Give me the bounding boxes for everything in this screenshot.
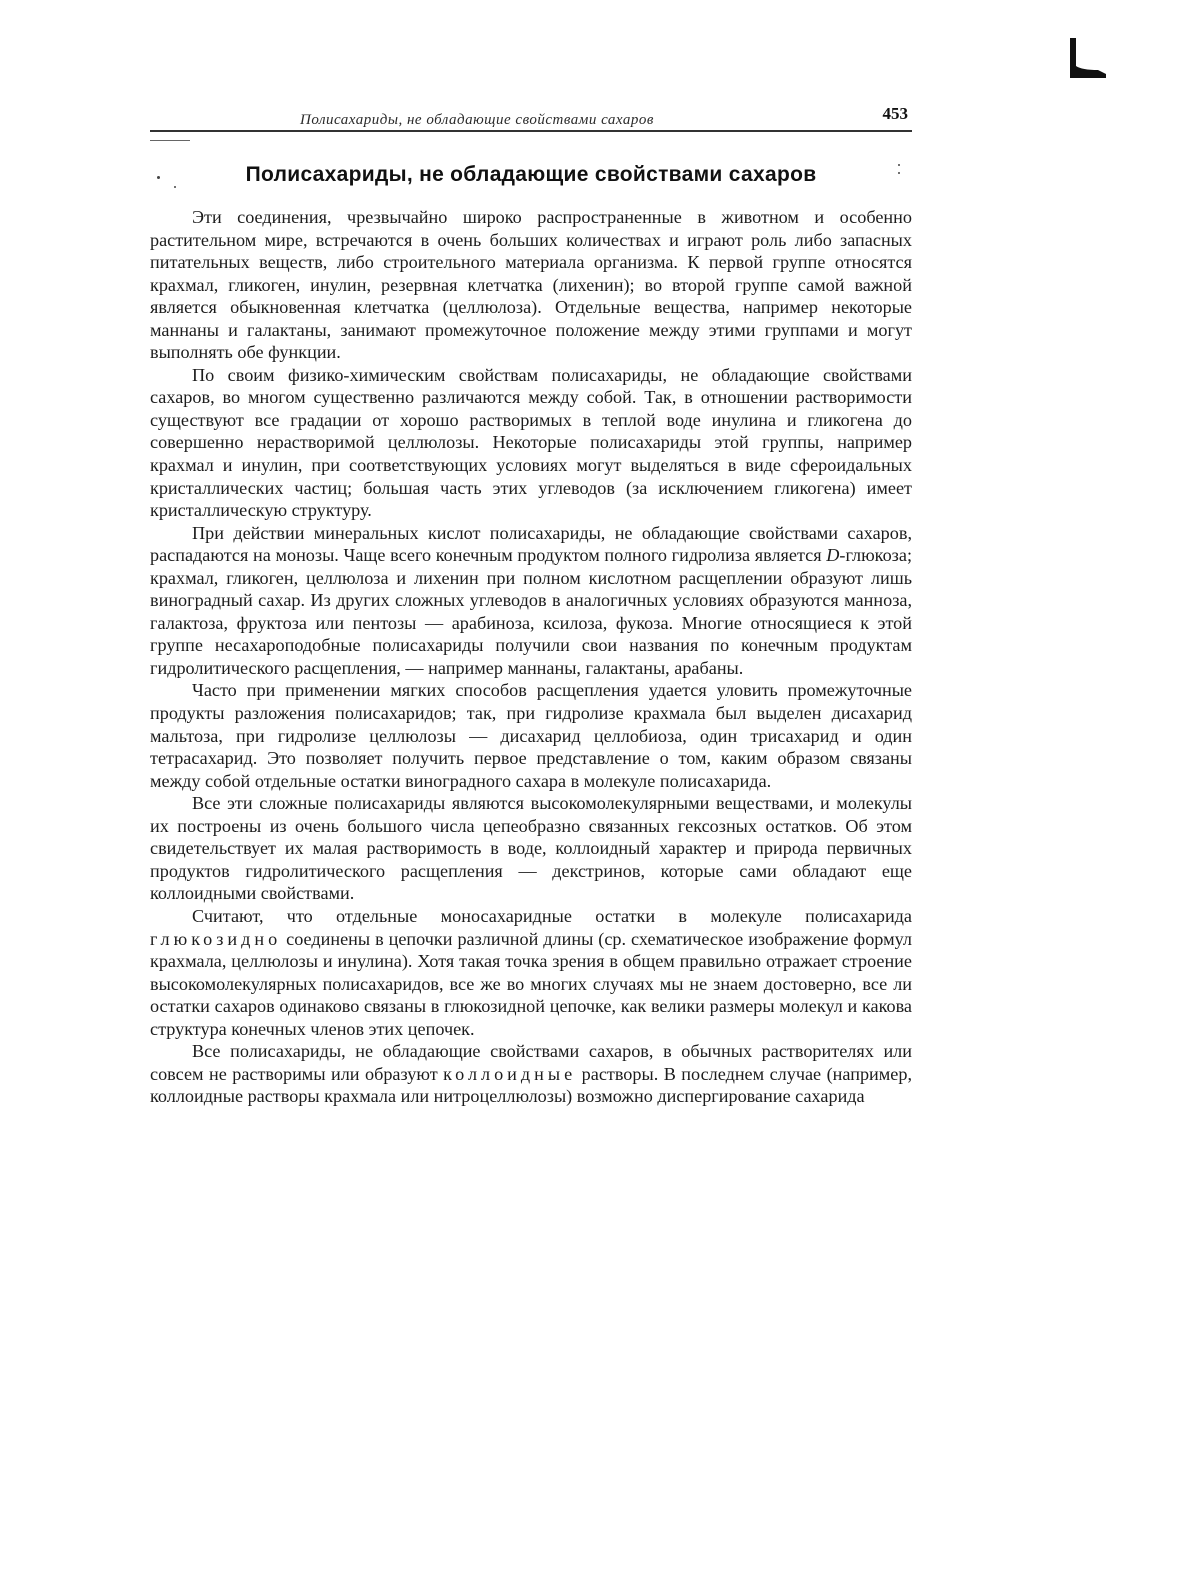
paragraph-3 [150, 522, 912, 680]
paragraph-2: По своим физико-химическим свойствам полисахариды, не обладающие свойствами сахаров, во многом существенно различаются между собой. Так, в отношении растворимости существуют все градации от хорошо растворимых в теплой воде инулина и гликогена до совершенно нерастворимой целлюлозы. Некоторые полисахариды этой группы, например крахмал и инулин, при соответствующих условиях могут выделяться в виде сфероидальных кристаллических частиц; большая часть этих углеводов (за исключением гликогена) имеет кристаллическую структуру. [150, 364, 912, 521]
paragraph-1: Эти соединения, чрезвычайно широко распространенные в животном и особенно растительном мире, встречаются в очень больших количествах и играют роль либо запасных питательных веществ, либо строительного материала организма. К первой группе относятся крахмал, гликоген, инулин, резервная клетчатка (лихенин); во второй группе самой важной является обыкновенная клетчатка (целлюлоза). Отдельные вещества, например некоторые маннаны и галактаны, занимают промежуточное положение между этими группами и могут выполнять обе функции. [150, 207, 912, 363]
paragraph-6-part-2: соединены в цепочки различной длины (ср. схематическое изображение формул крахмала, целлюлозы и инулина). Хотя такая точка зрения в общем правильно отражает строение высокомолекулярных полисахаридов, все же во многих случаях мы не знаем достоверно, все ли остатки сахаров одинаково связаны в глюкозидной цепочке, как велики размеры молекул и какова структура конечных членов этих цепочек. [150, 928, 912, 1039]
paragraph-3-part-2: -глюкоза; крахмал, гликоген, целлюлоза и лихенин при полном кислотном расщеплении образуют лишь виноградный сахар. Из других сложных углеводов в аналогичных условиях образуются манноза, галактоза, фруктоза или пентозы — арабиноза, ксилоза, фукоза. Многие относящиеся к этой группе несахароподобные полисахариды получили свои названия по конечным продуктам гидролитического расщепления, — например маннаны, галактаны, арабаны. [150, 545, 912, 678]
paragraph-6-part-1: Считают, что отдельные моносахаридные остатки в молекуле полисахарида [192, 905, 912, 926]
section-title: Полисахариды, не обладающие свойствами сахаров [245, 163, 817, 186]
running-head [150, 104, 912, 144]
header-rule [150, 130, 912, 132]
paragraph-6 [150, 905, 912, 1040]
body-text [150, 206, 912, 1108]
spaced-term-colloidal: коллоидные [443, 1063, 577, 1084]
corner-bracket-mark [1068, 36, 1108, 80]
paragraph-5: Все эти сложные полисахариды являются высокомолекулярными веществами, и молекулы их построены из очень большого числа цепеобразно связанных гексозных остатков. Об этом свидетельствует их малая растворимость в воде, коллоидный характер и природа первичных продуктов гидролитического расщепления — декстринов, которые сами обладают еще коллоидными свойствами. [150, 793, 912, 904]
d-prefix: D [826, 545, 840, 566]
running-head-title: Полисахариды, не обладающие свойствами сахаров [300, 112, 654, 128]
paragraph-3-part-1: При действии минеральных кислот полисахариды, не обладающие свойствами сахаров, распадаются на монозы. Чаще всего конечным продуктом полного гидролиза является [150, 522, 912, 566]
header-rule-left [150, 140, 190, 141]
page-number: 453 [882, 104, 908, 123]
paragraph-7-part-1: Все полисахариды, не обладающие свойствами сахаров, в обычных растворителях или совсем не растворимы или образуют [150, 1041, 912, 1084]
paragraph-7-part-2: растворы. В последнем случае (например, коллоидные растворы крахмала или нитроцеллюлозы) возможно диспергирование сахарида [150, 1063, 912, 1107]
paragraph-4: Часто при применении мягких способов расщепления удается уловить промежуточные продукты разложения полисахаридов; так, при гидролизе крахмала был выделен дисахарид мальтоза, при гидролизе целлюлозы — дисахарид целлобиоза, один трисахарид и один тетрасахарид. Это позволяет получить первое представление о том, каким образом связаны между собой отдельные остатки виноградного сахара в молекуле полисахарида. [150, 680, 912, 791]
spaced-term-glucosidic: глюкозидно [150, 928, 282, 949]
paragraph-7 [150, 1040, 912, 1108]
